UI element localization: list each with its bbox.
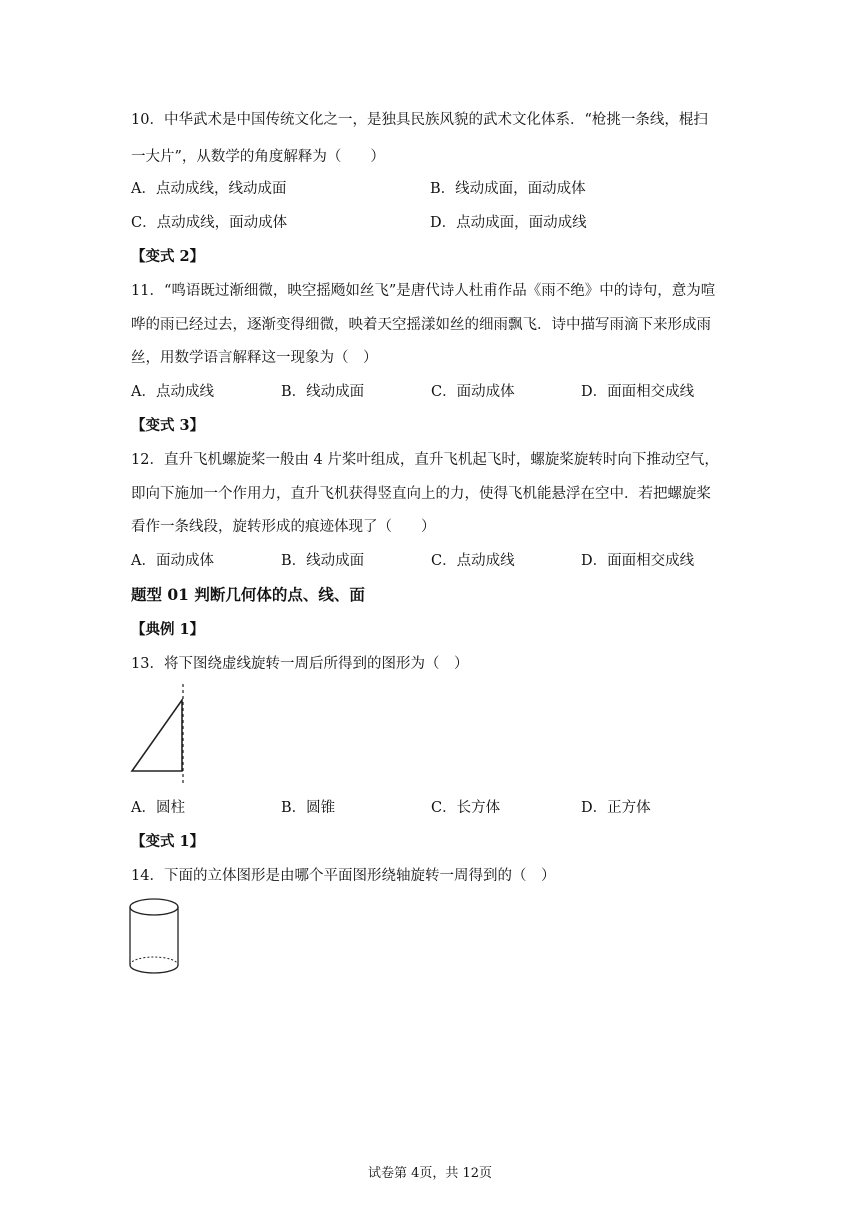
q10-option-c: C．点动成线，面动成体 — [131, 215, 288, 231]
right-triangle-shape — [132, 700, 182, 771]
q11-stem-line1: 11．“鸣语既过渐细微，映空摇飏如丝飞”是唐代诗人杜甫作品《雨不绝》中的诗句，意为喧 — [131, 283, 716, 299]
example-1-label: 【典例 1】 — [131, 621, 205, 638]
q14-cylinder-figure — [125, 895, 185, 980]
q12-stem-line3: 看作一条线段，旋转形成的痕迹体现了（ ） — [131, 519, 436, 535]
page-footer: 试卷第 4页，共 12页 — [367, 1166, 493, 1181]
q13-triangle-figure — [125, 680, 195, 790]
q12-option-c: C．点动成线 — [431, 553, 515, 569]
q12-stem-line2: 即向下施加一个作用力，直升飞机获得竖直向上的力，使得飞机能悬浮在空中．若把螺旋桨 — [131, 486, 711, 502]
q13-option-a: A．圆柱 — [131, 800, 185, 816]
q10-option-b: B．线动成面，面动成体 — [430, 181, 586, 197]
q14-stem: 14．下面的立体图形是由哪个平面图形绕轴旋转一周得到的（ ） — [131, 868, 556, 884]
q12-option-b: B．线动成面 — [281, 553, 365, 569]
q13-option-d: D．正方体 — [581, 800, 651, 816]
q11-stem-line2: 哗的雨已经过去，逐渐变得细微，映着天空摇漾如丝的细雨飘飞．诗中描写雨滴下来形成雨 — [131, 317, 711, 333]
q11-option-d: D．面面相交成线 — [581, 384, 695, 400]
variant-3-label: 【变式 3】 — [131, 417, 205, 434]
q11-option-b: B．线动成面 — [281, 384, 365, 400]
q10-stem-line1: 10．中华武术是中国传统文化之一，是独具民族风貌的武术文化体系．“枪挑一条线，棍扫 — [131, 112, 708, 128]
variant-2-label: 【变式 2】 — [131, 248, 205, 265]
q13-option-b: B．圆锥 — [281, 800, 336, 816]
q11-option-a: A．点动成线 — [131, 384, 214, 400]
q12-option-d: D．面面相交成线 — [581, 553, 695, 569]
q11-option-c: C．面动成体 — [431, 384, 515, 400]
q12-stem-line1: 12．直升飞机螺旋桨一般由 4 片桨叶组成，直升飞机起飞时，螺旋桨旋转时向下推动空气， — [131, 452, 719, 468]
q13-stem: 13．将下图绕虚线旋转一周后所得到的图形为（ ） — [131, 656, 469, 672]
cylinder-top-ellipse — [130, 899, 178, 915]
q10-stem-line2: 一大片”，从数学的角度解释为（ ） — [131, 149, 385, 165]
q10-option-a: A．点动成线，线动成面 — [131, 181, 287, 197]
q10-option-d: D．点动成面，面动成线 — [430, 215, 587, 231]
cylinder-bottom-front-arc — [130, 965, 178, 973]
variant-1-label: 【变式 1】 — [131, 833, 205, 850]
section-heading: 题型 01 判断几何体的点、线、面 — [131, 585, 365, 604]
q12-option-a: A．面动成体 — [131, 553, 214, 569]
q13-option-c: C．长方体 — [431, 800, 501, 816]
q11-stem-line3: 丝，用数学语言解释这一现象为（ ） — [131, 350, 378, 366]
cylinder-bottom-back-arc-dashed — [130, 957, 178, 965]
